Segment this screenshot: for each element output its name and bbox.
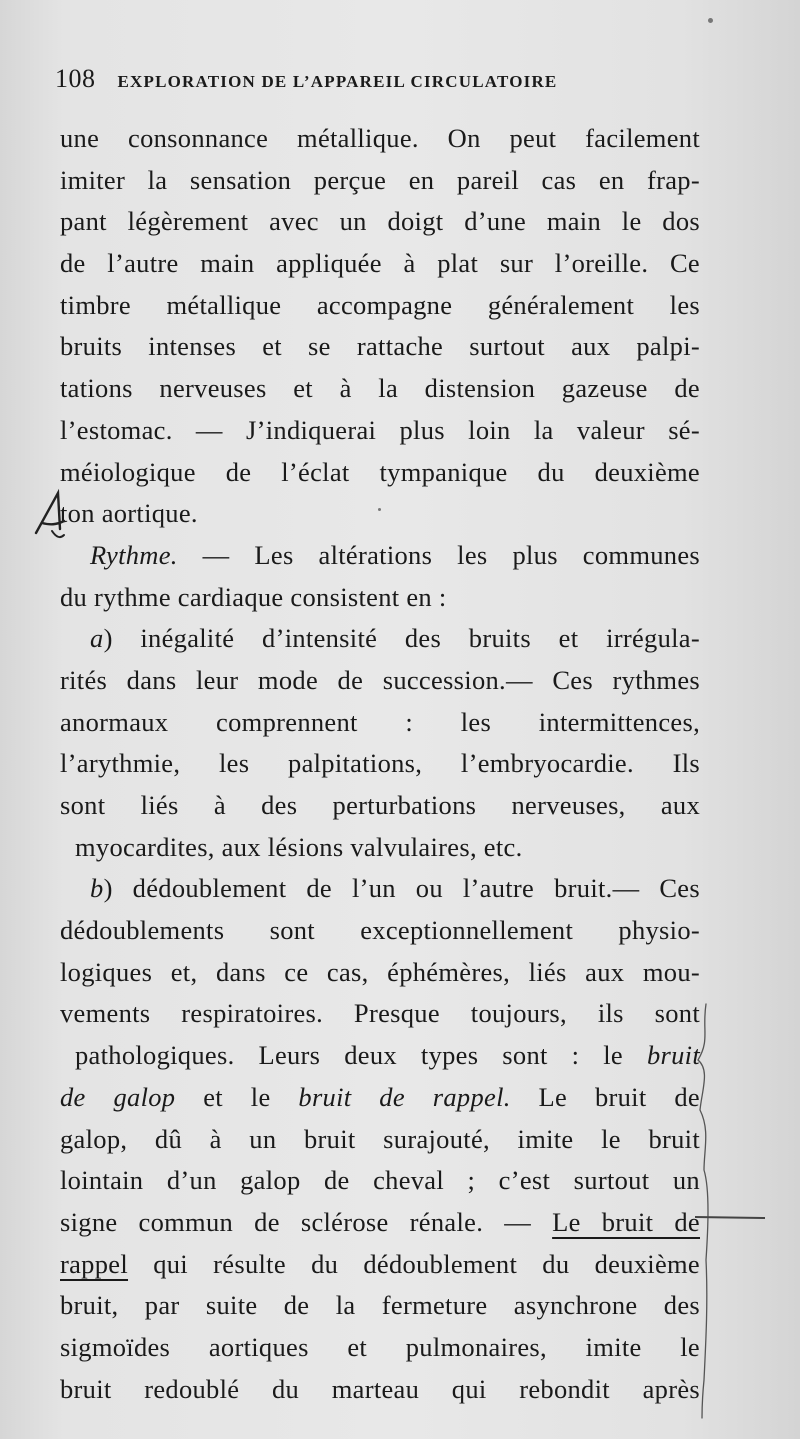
text-line: pant légèrement avec un doigt d’une main le dos — [60, 206, 700, 237]
text-line: a) inégalité d’intensité des bruits et irrégula- — [90, 623, 700, 654]
text-line: b) dédoublement de l’un ou l’autre bruit.— Ces — [90, 873, 700, 904]
text-line: bruits intenses et se rattache surtout aux palpi- — [60, 331, 700, 362]
text-line: tations nerveuses et à la distension gazeuse de — [60, 373, 700, 404]
page-number: 108 — [55, 64, 96, 93]
text-line: rappel qui résulte du dédoublement du deuxième — [60, 1248, 700, 1279]
paper-speck — [378, 508, 381, 511]
section-title-rythme: Rythme. — [90, 539, 178, 570]
text-line: rités dans leur mode de succession.— Ces rythmes — [60, 664, 700, 695]
text-line: signe commun de sclérose rénale. — Le bruit de — [60, 1206, 700, 1237]
handwritten-underline-stroke — [695, 1212, 765, 1222]
term-bruit: bruit — [646, 1040, 700, 1071]
list-marker-b: b — [90, 873, 104, 904]
running-title: EXPLORATION DE L’APPAREIL CIRCULATOIRE — [117, 72, 558, 91]
text-line: imiter la sensation perçue en pareil cas en frap- — [60, 164, 700, 195]
handwritten-margin-mark — [30, 485, 80, 545]
text-line: anormaux comprennent : les intermittences, — [60, 706, 700, 737]
text-line: l’estomac. — J’indiquerai plus loin la valeur sé- — [60, 414, 700, 445]
text-line: bruit, par suite de la fermeture asynchrone des — [60, 1290, 700, 1321]
text-line: méiologique de l’éclat tympanique du deuxième — [60, 456, 700, 487]
text-line: sont liés à des perturbations nerveuses, aux — [60, 790, 700, 820]
text-line: de l’autre main appliquée à plat sur l’oreille. Ce — [60, 248, 700, 279]
text-line: vements respiratoires. Presque toujours, ils sont — [60, 998, 700, 1029]
text-line: l’arythmie, les palpitations, l’embryocardie. Ils — [60, 748, 700, 779]
text-line: ton aortique. — [60, 498, 198, 529]
body-text — [60, 118, 700, 1410]
text-line: du rythme cardiaque consistent en : — [60, 581, 447, 612]
text-line: timbre métallique accompagne généralement les — [60, 289, 700, 320]
paper-speck — [708, 18, 713, 23]
text-line: sigmoïdes aortiques et pulmonaires, imite le — [60, 1331, 700, 1362]
text-line: Rythme. — Les altérations les plus communes — [90, 539, 700, 570]
text-line: bruit redoublé du marteau qui rebondit après — [60, 1373, 700, 1404]
term-bruit-de-rappel: bruit de rappel. — [298, 1081, 511, 1112]
text-line: galop, dû à un bruit surajouté, imite le bruit — [60, 1123, 700, 1154]
text-line: lointain d’un galop de cheval ; c’est surtout un — [60, 1165, 700, 1196]
underlined-word: rappel — [60, 1248, 129, 1279]
term-de-galop: de galop — [60, 1081, 176, 1112]
handwritten-margin-bracket — [680, 1000, 740, 1420]
page-header — [55, 64, 755, 104]
text-line: de galop et le bruit de rappel. Le bruit de — [60, 1081, 700, 1112]
text-line: dédoublements sont exceptionnellement physio- — [60, 915, 700, 946]
list-marker-a: a — [90, 623, 104, 654]
text-line: myocardites, aux lésions valvulaires, etc. — [75, 831, 523, 862]
underlined-phrase: Le bruit de — [552, 1206, 700, 1237]
text-line: logiques et, dans ce cas, éphémères, liés aux mou- — [60, 956, 700, 987]
text-line: pathologiques. Leurs deux types sont : le bruit — [75, 1040, 700, 1071]
text-line: une consonnance métallique. On peut facilement — [60, 123, 700, 153]
